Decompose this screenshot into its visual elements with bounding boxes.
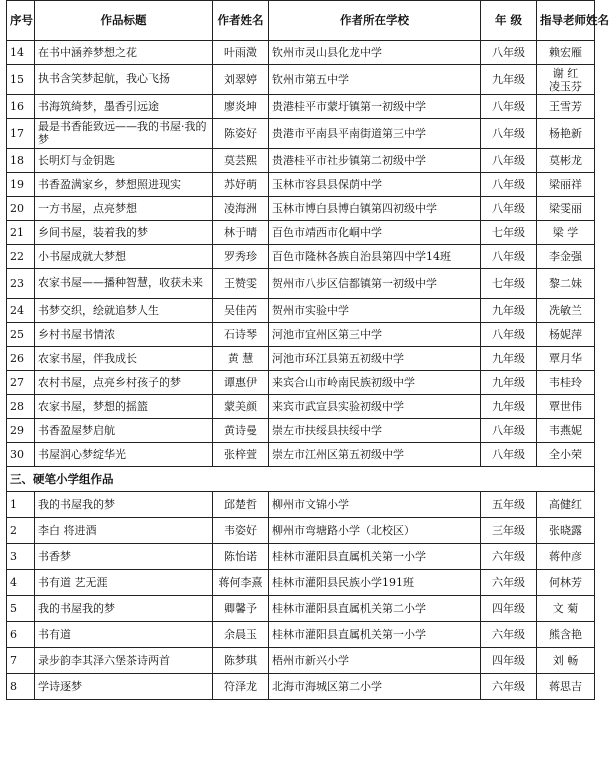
row-number: 20 [7, 197, 35, 221]
work-title: 农家书屋，伴我成长 [35, 347, 213, 371]
table-row [7, 492, 595, 518]
grade-level: 八年级 [481, 443, 537, 467]
author-name: 陈姿好 [213, 119, 269, 149]
grade-level: 九年级 [481, 395, 537, 419]
grade-level: 八年级 [481, 95, 537, 119]
school-name: 北海市海城区第二小学 [269, 674, 481, 700]
school-name: 钦州市灵山县化龙中学 [269, 41, 481, 65]
teacher-name: 杨艳新 [537, 119, 595, 149]
grade-level: 六年级 [481, 622, 537, 648]
teacher-name: 王雪芳 [537, 95, 595, 119]
work-title: 书梦交织，绘就追梦人生 [35, 299, 213, 323]
work-title: 农家书屋——播种智慧，收获未来 [35, 269, 213, 299]
grade-level: 八年级 [481, 323, 537, 347]
table-row [7, 419, 595, 443]
author-name: 余晨玉 [213, 622, 269, 648]
award-table [6, 0, 609, 700]
teacher-name: 文 菊 [537, 596, 595, 622]
col-header-title: 作品标题 [35, 1, 213, 41]
school-name: 崇左市扶绥县扶绥中学 [269, 419, 481, 443]
col-header-author: 作者姓名 [213, 1, 269, 41]
grade-level: 六年级 [481, 674, 537, 700]
row-number: 5 [7, 596, 35, 622]
school-name: 贵港桂平市蒙圩镇第一初级中学 [269, 95, 481, 119]
row-number: 7 [7, 648, 35, 674]
table-row [7, 371, 595, 395]
table-row [7, 596, 595, 622]
award-list-document [6, 0, 609, 700]
grade-level: 八年级 [481, 119, 537, 149]
teacher-name: 冼敏兰 [537, 299, 595, 323]
row-number: 2 [7, 518, 35, 544]
row-number: 24 [7, 299, 35, 323]
school-name: 柳州市文锦小学 [269, 492, 481, 518]
row-number: 15 [7, 65, 35, 95]
table-row [7, 570, 595, 596]
grade-level: 八年级 [481, 173, 537, 197]
table-row [7, 65, 595, 95]
work-title: 学诗逐梦 [35, 674, 213, 700]
teacher-name: 熊含艳 [537, 622, 595, 648]
table-header-row [7, 1, 595, 41]
row-number: 16 [7, 95, 35, 119]
school-name: 桂林市灌阳县直属机关第一小学 [269, 622, 481, 648]
row-number: 6 [7, 622, 35, 648]
table-row [7, 347, 595, 371]
table-row [7, 674, 595, 700]
table-row [7, 95, 595, 119]
table-row [7, 544, 595, 570]
work-title: 长明灯与金钥匙 [35, 149, 213, 173]
author-name: 苏妤萌 [213, 173, 269, 197]
grade-level: 九年级 [481, 299, 537, 323]
author-name: 吴佳芮 [213, 299, 269, 323]
school-name: 来宾合山市岭南民族初级中学 [269, 371, 481, 395]
teacher-name: 李金强 [537, 245, 595, 269]
school-name: 百色市靖西市化峒中学 [269, 221, 481, 245]
school-name: 贵港市平南县平南街道第三中学 [269, 119, 481, 149]
grade-level: 四年级 [481, 648, 537, 674]
work-title: 书香盈满家乡，梦想照进现实 [35, 173, 213, 197]
school-name: 桂林市灌阳县民族小学191班 [269, 570, 481, 596]
row-number: 23 [7, 269, 35, 299]
work-title: 录步韵李其泽六堡茶诗两首 [35, 648, 213, 674]
teacher-name: 梁雯丽 [537, 197, 595, 221]
row-number: 25 [7, 323, 35, 347]
teacher-name: 全小荣 [537, 443, 595, 467]
table-row [7, 622, 595, 648]
grade-level: 五年级 [481, 492, 537, 518]
school-name: 贺州市实验中学 [269, 299, 481, 323]
author-name: 石诗琴 [213, 323, 269, 347]
table-row [7, 221, 595, 245]
grade-level: 七年级 [481, 269, 537, 299]
school-name: 柳州市弯塘路小学（北校区） [269, 518, 481, 544]
author-name: 莫芸熙 [213, 149, 269, 173]
author-name: 符泽龙 [213, 674, 269, 700]
teacher-name: 何林芳 [537, 570, 595, 596]
grade-level: 八年级 [481, 197, 537, 221]
teacher-name: 杨妮萍 [537, 323, 595, 347]
col-header-num: 序号 [7, 1, 35, 41]
table-row [7, 149, 595, 173]
author-name: 韦姿好 [213, 518, 269, 544]
author-name: 叶雨澂 [213, 41, 269, 65]
table-row [7, 518, 595, 544]
row-number: 29 [7, 419, 35, 443]
grade-level: 八年级 [481, 149, 537, 173]
work-title: 书海筑绮梦，墨香引远途 [35, 95, 213, 119]
school-name: 梧州市新兴小学 [269, 648, 481, 674]
teacher-name: 谢 红 凌玉芬 [537, 65, 595, 95]
grade-level: 七年级 [481, 221, 537, 245]
author-name: 刘翠婷 [213, 65, 269, 95]
work-title: 我的书屋我的梦 [35, 596, 213, 622]
work-title: 乡村书屋书情浓 [35, 323, 213, 347]
table-row [7, 173, 595, 197]
author-name: 廖炎坤 [213, 95, 269, 119]
author-name: 陈梦琪 [213, 648, 269, 674]
section-title: 三、硬笔小学组作品 [7, 467, 595, 492]
teacher-name: 梁 学 [537, 221, 595, 245]
grade-level: 九年级 [481, 65, 537, 95]
grade-level: 四年级 [481, 596, 537, 622]
table-row [7, 119, 595, 149]
author-name: 黄诗曼 [213, 419, 269, 443]
section-row [7, 467, 595, 492]
row-number: 1 [7, 492, 35, 518]
school-name: 百色市隆林各族自治县第四中学14班 [269, 245, 481, 269]
row-number: 22 [7, 245, 35, 269]
grade-level: 九年级 [481, 371, 537, 395]
row-number: 14 [7, 41, 35, 65]
table-row [7, 197, 595, 221]
row-number: 27 [7, 371, 35, 395]
teacher-name: 覃月华 [537, 347, 595, 371]
author-name: 蒋何李熹 [213, 570, 269, 596]
grade-level: 八年级 [481, 41, 537, 65]
teacher-name: 梁丽祥 [537, 173, 595, 197]
author-name: 蒙美颜 [213, 395, 269, 419]
work-title: 书香梦 [35, 544, 213, 570]
work-title: 小书屋成就大梦想 [35, 245, 213, 269]
work-title: 执书含笑梦起航，我心飞扬 [35, 65, 213, 95]
author-name: 陈怡诺 [213, 544, 269, 570]
table-row [7, 648, 595, 674]
grade-level: 八年级 [481, 245, 537, 269]
work-title: 农家书屋，梦想的摇篮 [35, 395, 213, 419]
school-name: 玉林市容县县保荫中学 [269, 173, 481, 197]
grade-level: 六年级 [481, 570, 537, 596]
author-name: 罗秀珍 [213, 245, 269, 269]
work-title: 一方书屋，点亮梦想 [35, 197, 213, 221]
work-title: 书有道 [35, 622, 213, 648]
teacher-name: 张晓露 [537, 518, 595, 544]
row-number: 18 [7, 149, 35, 173]
author-name: 王赞雯 [213, 269, 269, 299]
row-number: 3 [7, 544, 35, 570]
table-row [7, 395, 595, 419]
row-number: 26 [7, 347, 35, 371]
row-number: 21 [7, 221, 35, 245]
col-header-grade: 年 级 [481, 1, 537, 41]
grade-level: 六年级 [481, 544, 537, 570]
author-name: 张梓萱 [213, 443, 269, 467]
school-name: 贺州市八步区信都镇第一初级中学 [269, 269, 481, 299]
work-title: 我的书屋我的梦 [35, 492, 213, 518]
teacher-name: 蒋仲彦 [537, 544, 595, 570]
teacher-name: 蒋思吉 [537, 674, 595, 700]
row-number: 28 [7, 395, 35, 419]
work-title: 书屋润心梦绽华光 [35, 443, 213, 467]
row-number: 30 [7, 443, 35, 467]
author-name: 凌海洲 [213, 197, 269, 221]
school-name: 桂林市灌阳县直属机关第二小学 [269, 596, 481, 622]
grade-level: 九年级 [481, 347, 537, 371]
work-title: 书有道 艺无涯 [35, 570, 213, 596]
teacher-name: 韦燕妮 [537, 419, 595, 443]
school-name: 玉林市博白县博白镇第四初级中学 [269, 197, 481, 221]
author-name: 谭惠伊 [213, 371, 269, 395]
work-title: 乡间书屋，装着我的梦 [35, 221, 213, 245]
author-name: 林于晴 [213, 221, 269, 245]
col-header-school: 作者所在学校 [269, 1, 481, 41]
work-title: 在书中涵养梦想之花 [35, 41, 213, 65]
school-name: 钦州市第五中学 [269, 65, 481, 95]
teacher-name: 赖宏雁 [537, 41, 595, 65]
teacher-name: 高健红 [537, 492, 595, 518]
grade-level: 八年级 [481, 419, 537, 443]
row-number: 4 [7, 570, 35, 596]
table-row [7, 323, 595, 347]
table-row [7, 443, 595, 467]
work-title: 农村书屋，点亮乡村孩子的梦 [35, 371, 213, 395]
school-name: 崇左市江州区第五初级中学 [269, 443, 481, 467]
grade-level: 三年级 [481, 518, 537, 544]
school-name: 河池市环江县第五初级中学 [269, 347, 481, 371]
col-header-teacher: 指导老师姓名 [537, 1, 595, 41]
teacher-name: 刘 畅 [537, 648, 595, 674]
author-name: 邱楚哲 [213, 492, 269, 518]
middle-school-rows [7, 41, 595, 467]
teacher-name: 莫彬龙 [537, 149, 595, 173]
school-name: 河池市宜州区第三中学 [269, 323, 481, 347]
table-row [7, 41, 595, 65]
author-name: 黄 慧 [213, 347, 269, 371]
school-name: 贵港桂平市社步镇第二初级中学 [269, 149, 481, 173]
table-row [7, 269, 595, 299]
teacher-name: 黎二妹 [537, 269, 595, 299]
school-name: 来宾市武宣县实验初级中学 [269, 395, 481, 419]
teacher-name: 覃世伟 [537, 395, 595, 419]
teacher-name: 韦桂玲 [537, 371, 595, 395]
primary-school-rows [7, 492, 595, 700]
work-title: 李白 将进酒 [35, 518, 213, 544]
row-number: 8 [7, 674, 35, 700]
table-row [7, 299, 595, 323]
work-title: 书香盈屋梦启航 [35, 419, 213, 443]
row-number: 19 [7, 173, 35, 197]
work-title: 最是书香能致远——我的书屋·我的梦 [35, 119, 213, 149]
row-number: 17 [7, 119, 35, 149]
school-name: 桂林市灌阳县直属机关第一小学 [269, 544, 481, 570]
author-name: 卿馨予 [213, 596, 269, 622]
table-row [7, 245, 595, 269]
